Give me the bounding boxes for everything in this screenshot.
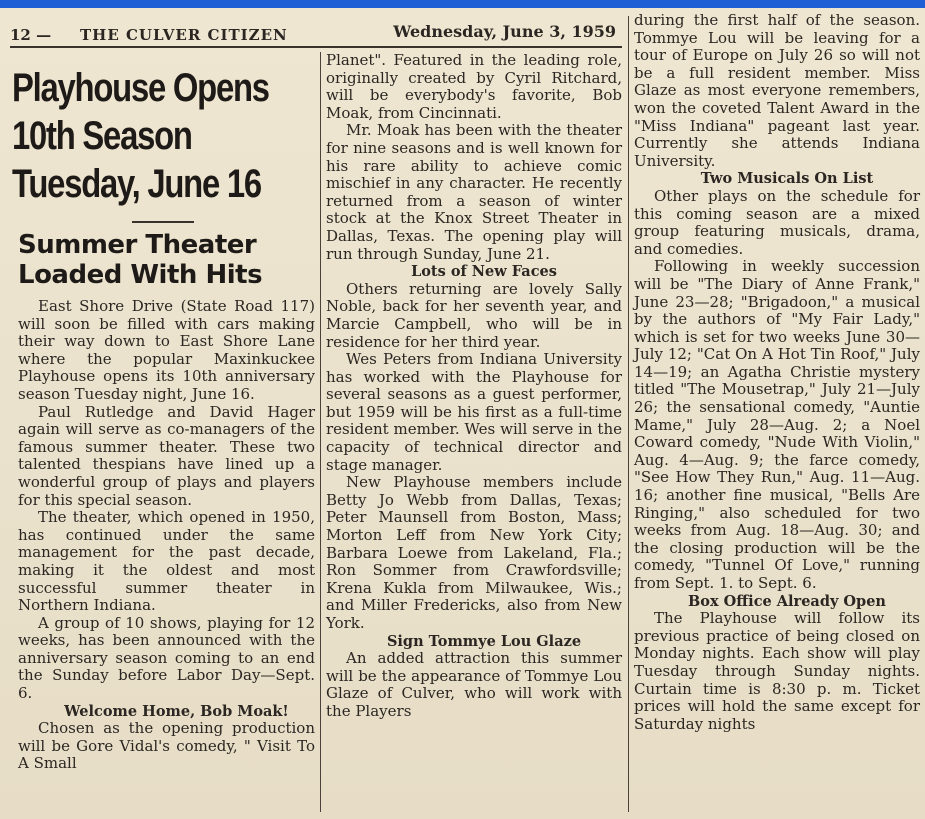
article-column-2 bbox=[326, 52, 622, 721]
paragraph: East Shore Drive (State Road 117) will soon be filled with cars making their way down to East Shore Lane where the popular Maxinkuckee Playhouse opens its 10th anniversary season Tuesday night, June 16. bbox=[18, 297, 315, 403]
paragraph: The Playhouse will follow its previous practice of being closed on Monday nights. Each show will play Tuesday through Sunday nights. Curtain time is 8:30 p. m. Ticket prices will hold the same except for Saturday nights bbox=[634, 609, 920, 733]
paragraph: Others returning are lovely Sally Noble, back for her seventh year, and Marcie Campbell, who will be in residence for her third year. bbox=[326, 279, 622, 351]
column-rule-1 bbox=[320, 52, 321, 812]
headline-line-3: Tuesday, June 16 bbox=[12, 162, 261, 206]
paragraph: Wes Peters from Indiana University has worked with the Playhouse for several seasons as a guest performer, but 1959 will be his first as a full-time resident member. Wes will serve in the capacity of technical director and stage manager. bbox=[326, 350, 622, 474]
headline-line-2: 10th Season bbox=[12, 114, 192, 158]
section-subhead: Two Musicals On List bbox=[700, 170, 874, 188]
paragraph: New Playhouse members include Betty Jo Webb from Dallas, Texas; Peter Maunsell from Boston, Mass; Morton Leff from New York City; Barbara Loewe from Lakeland, Fla.; Ron Sommer from Crawfordsville; Krena Kukla from Milwaukee, Wis.; and Miller Fredericks, also from New York. bbox=[326, 473, 622, 632]
paragraph: The theater, which opened in 1950, has continued under the same management for the past decade, making it the oldest and most successful summer theater in Northern Indiana. bbox=[18, 508, 315, 615]
newspaper-name: THE CULVER CITIZEN bbox=[80, 26, 288, 44]
section-subhead: Welcome Home, Bob Moak! bbox=[64, 702, 289, 720]
main-headline bbox=[12, 64, 269, 208]
scan-edge bbox=[0, 0, 925, 8]
paragraph: Following in weekly succession will be "The Diary of Anne Frank," June 23—28; "Brigadoon," a musical by the authors of "My Fair Lady," which is set for two weeks June 30—July 12; "Cat On A Hot Tin Roof," July 14—19; an Agatha Christie mystery titled "The Mousetrap," July 21—July 26; the sensational comedy, "Auntie Mame," July 28—Aug. 2; a Noel Coward comedy, "Nude With Violin," Aug. 4—Aug. 9; the farce comedy, "See How They Run," Aug. 11—Aug. 16; another fine musical, "Bells Are Ringing," also scheduled for two weeks from Aug. 18—Aug. 30; and the closing production will be the comedy, "Tunnel Of Love," running from Sept. 1. to Sept. 6. bbox=[634, 257, 920, 592]
issue-date: Wednesday, June 3, 1959 bbox=[393, 22, 616, 41]
paragraph: Planet". Featured in the leading role, originally created by Cyril Ritchard, will be everybody's favorite, Bob Moak, from Cincinnati. bbox=[326, 51, 622, 122]
paragraph: Mr. Moak has been with the theater for nine seasons and is well known for his rare ability to achieve comic mischief in any character. He recently returned from a season of winter stock at the Knox Street Theater in Dallas, Texas. The opening play will run through Sunday, June 21. bbox=[326, 121, 622, 263]
masthead-line bbox=[10, 22, 622, 48]
newspaper-page bbox=[0, 8, 925, 819]
article-column-3 bbox=[634, 12, 920, 733]
paragraph: Paul Rutledge and David Hager again will serve as co-managers of the famous summer theater. These two talented thespians have lined up a wonderful group of plays and players for this special season. bbox=[18, 402, 315, 509]
column-rule-2 bbox=[628, 16, 629, 812]
paragraph: Chosen as the opening production will be Gore Vidal's comedy, " Visit To A Small bbox=[18, 719, 315, 773]
headline-divider bbox=[132, 221, 194, 223]
section-subhead: Lots of New Faces bbox=[411, 263, 557, 281]
headline-line-1: Playhouse Opens bbox=[12, 66, 269, 110]
sub-headline bbox=[18, 230, 308, 290]
paragraph: Other plays on the schedule for this coming season are a mixed group featuring musicals, drama, and comedies. bbox=[634, 186, 920, 258]
deck-line-2: Loaded With Hits bbox=[18, 260, 263, 290]
section-subhead: Box Office Already Open bbox=[688, 592, 886, 610]
article-column-1 bbox=[18, 298, 315, 773]
page-number: 12 — bbox=[10, 26, 52, 44]
deck-line-1: Summer Theater bbox=[18, 230, 257, 260]
section-subhead: Sign Tommye Lou Glaze bbox=[386, 632, 582, 650]
paragraph: An added attraction this summer will be the appearance of Tommye Lou Glaze of Culver, who will work with the Players bbox=[326, 649, 622, 720]
paragraph: A group of 10 shows, playing for 12 weeks, has been announced with the anniversary season coming to an end the Sunday before Labor Day—Sept. 6. bbox=[18, 613, 315, 703]
paragraph: during the first half of the season. Tommye Lou will be leaving for a tour of Europe on July 26 so will not be a full resident member. Miss Glaze as most everyone remembers, won the coveted Talent Award in the "Miss Indiana" pageant last year. Currently she attends Indiana University. bbox=[634, 11, 920, 170]
